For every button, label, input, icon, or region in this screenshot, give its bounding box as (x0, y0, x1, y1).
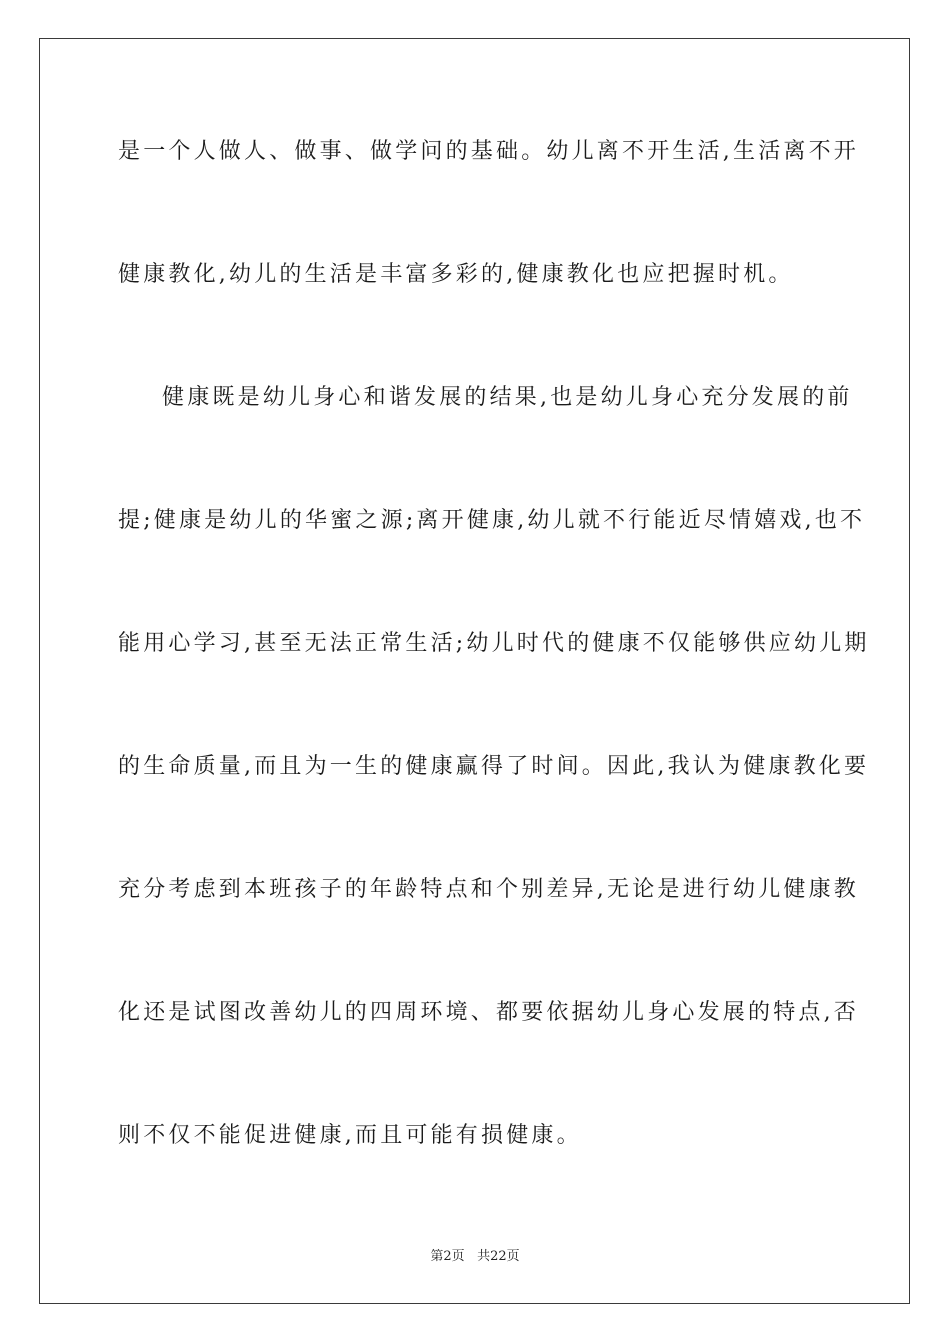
paragraph-start-line: 健康既是幼儿身心和谐发展的结果,也是幼儿身心充分发展的前 (162, 385, 853, 410)
text-line: 是一个人做人、做事、做学问的基础。幼儿离不开生活,生活离不开 (118, 139, 859, 164)
page-footer (0, 1248, 950, 1266)
text-line: 健康教化,幼儿的生活是丰富多彩的,健康教化也应把握时机。 (118, 262, 794, 287)
text-line: 则不仅不能促进健康,而且可能有损健康。 (118, 1123, 582, 1148)
text-line: 充分考虑到本班孩子的年龄特点和个别差异,无论是进行幼儿健康教 (118, 877, 859, 902)
text-line: 提;健康是幼儿的华蜜之源;离开健康,幼儿就不行能近尽情嬉戏,也不 (118, 508, 866, 533)
text-line: 的生命质量,而且为一生的健康赢得了时间。因此,我认为健康教化要 (118, 754, 870, 779)
text-line: 能用心学习,甚至无法正常生活;幼儿时代的健康不仅能够供应幼儿期 (118, 631, 870, 656)
page-number: 第2页 (430, 1249, 465, 1264)
text-line: 化还是试图改善幼儿的四周环境、都要依据幼儿身心发展的特点,否 (118, 1000, 859, 1025)
page-border (39, 38, 910, 1304)
page-total: 共22页 (477, 1249, 520, 1264)
